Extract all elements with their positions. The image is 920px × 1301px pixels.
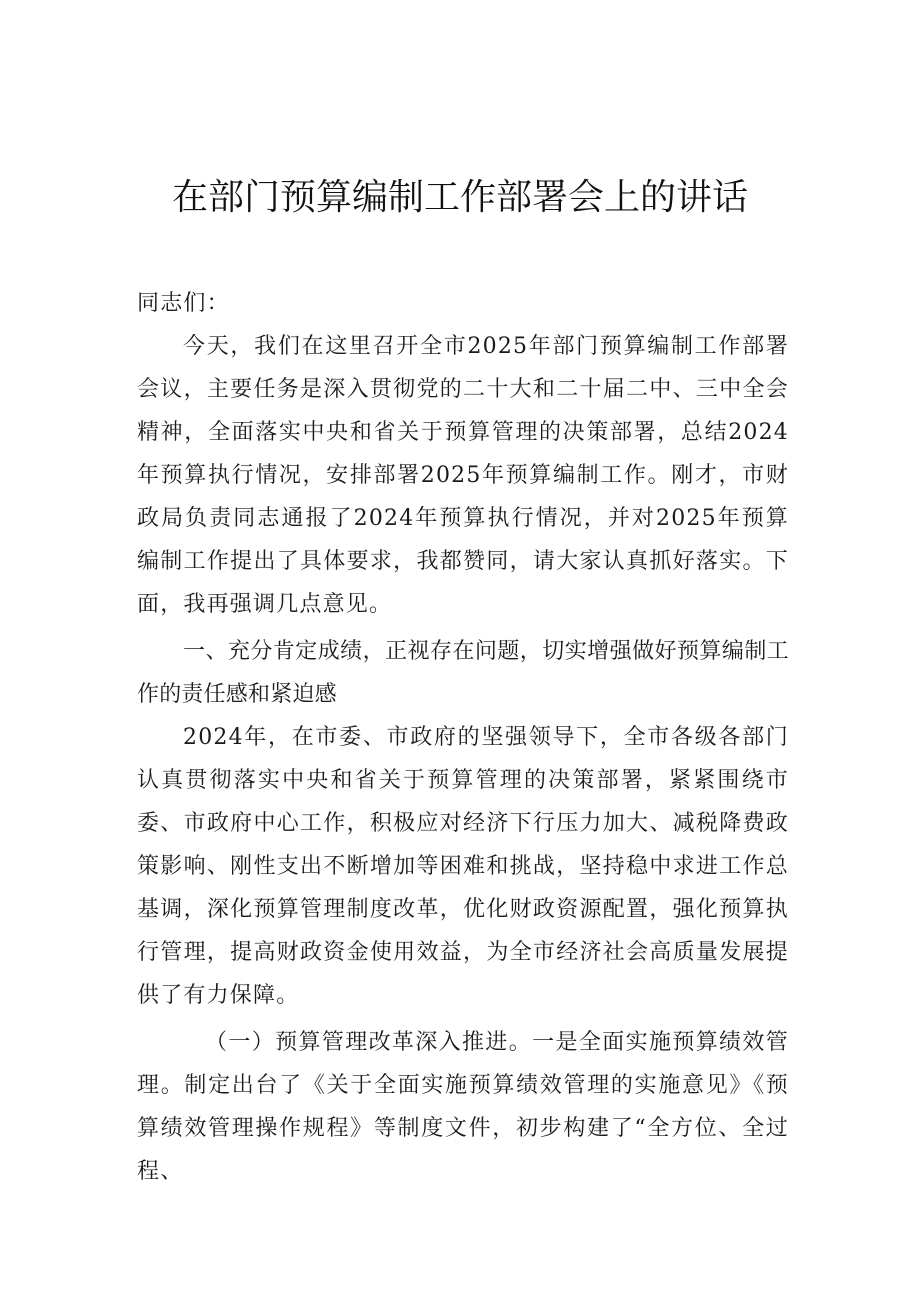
section-heading-1: 一、充分肯定成绩，正视存在问题，切实增强做好预算编制工作的责任感和紧迫感 [137,639,789,707]
document-title: 在部门预算编制工作部署会上的讲话 [171,177,748,218]
intro-paragraph: 今天，我们在这里召开全市2025年部门预算编制工作部署会议，主要任务是深入贯彻党的二十大和二十届二中、三中全会精神，全面落实中央和省关于预算管理的决策部署，总结2024年预算执行情况，安排部署2025年预算编制工作。刚才，市财政局负责同志通报了2024年预算执行情况，并对2025年预算编制工作提出了具体要求，我都赞同，请大家认真抓好落实。下面，我再强调几点意见。 [137,334,789,617]
subsection-1-paragraph: （一）预算管理改革深入推进。一是全面实施预算绩效管理。制定出台了《关于全面实施预算绩效管理的实施意见》《预算绩效管理操作规程》等制度文件，初步构建了“全方位、全过程、 [137,1030,789,1184]
salutation: 同志们： [137,291,230,316]
document-body [137,282,789,1193]
paragraph-2024: 2024年，在市委、市政府的坚强领导下，全市各级各部门认真贯彻落实中央和省关于预算管理的决策部署，紧紧围绕市委、市政府中心工作，积极应对经济下行压力加大、减税降费政策影响、刚性支出不断增加等困难和挑战，坚持稳中求进工作总基调，深化预算管理制度改革，优化财政资源配置，强化预算执行管理，提高财政资金使用效益，为全市经济社会高质量发展提供了有力保障。 [137,725,789,1008]
